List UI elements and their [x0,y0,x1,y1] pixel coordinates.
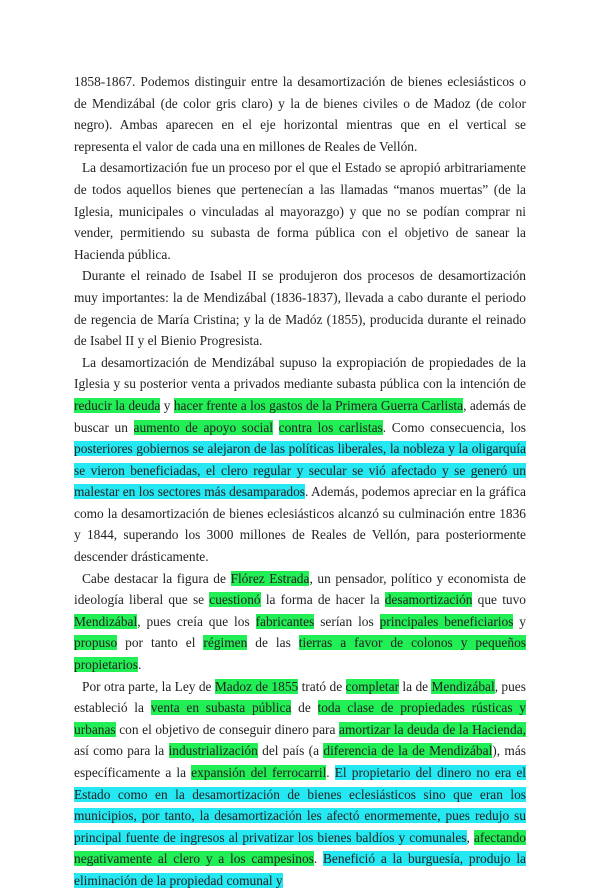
text-run: con el objetivo de conseguir dinero para [115,721,340,737]
highlighted-text: diferencia de la de Mendizábal [323,743,493,759]
highlighted-text: cuestionó [209,592,261,608]
text-run: la de [399,678,432,694]
highlighted-text: expansión del ferrocarril [191,765,327,780]
highlighted-text: fabricantes [255,613,315,629]
paragraph-desamortizacion-definition [74,157,526,265]
text-run: . [137,657,142,673]
highlighted-text: toda clase de propiedades rústicas y urbanas [74,700,526,737]
highlighted-text: reducir la deuda [74,397,161,413]
text-run: por tanto el [117,635,204,651]
text-run: Durante el reinado de Isabel II se produjeron dos procesos de desamortización muy importantes: la de Mendizábal (1836-1837), llevada a cabo durante el periodo de regencia de María Cristina; y la de Madóz (1855), producida durante el reinado de Isabel II y el Bienio Progresista. [74,268,526,349]
highlighted-text: afectando negativamente al clero y a los campesinos [74,829,526,867]
paragraph-madoz [74,676,526,892]
highlighted-text: Flórez Estrada [230,570,310,586]
paragraph-mendizabal [74,352,526,568]
highlighted-text: Benefició a la burguesía, produjo la eliminación de la propiedad comunal y [74,851,526,888]
text-run: , [466,829,474,845]
highlighted-text: El propietario del dinero no era el Estado como en la desamortización de bienes eclesiásticos sino que eran los municipios, por tanto, la desamortización les afectó enormemente, pues redujo su principal fuente de ingresos al privatizar los bienes baldíos y comunales [74,765,526,845]
document-page [74,71,526,892]
text-run: . Como consecuencia, los [382,419,526,435]
highlighted-text: Mendizábal [431,678,495,694]
highlighted-text: aumento de apoyo social [133,419,274,435]
highlighted-text: propuso [74,635,118,651]
text-run: 1858-1867. Podemos distinguir entre la desamortización de bienes eclesiásticos o de Mendizábal (de color gris claro) y la de bienes civiles o de Madoz (de color negro). Ambas aparecen en el eje horizontal mientras que en el vertical se representa el valor de cada una en millones de Reales de Vellón. [74,74,526,154]
text-run: , además de buscar un [74,397,527,435]
text-run: . [313,851,323,867]
highlighted-text: posteriores gobiernos se alejaron de las políticas liberales, la nobleza y la oligarquía se vieron beneficiadas, el clero regular y secular se vió afectado y se generó un malestar en los sectores más desamparados [74,441,526,500]
text-run: , pues estableció la [74,678,526,716]
highlighted-text: desamortización [384,592,473,608]
highlighted-text: contra los carlistas [278,419,383,435]
highlighted-text: tierras a favor de colonos y pequeños propietarios [74,635,526,673]
text-run: La desamortización fue un proceso por el que el Estado se apropió arbitrariamente de todos aquellos bienes que pertenecían a las llamadas “manos muertas” (de la Iglesia, municipales o vinculadas al mayorazgo) y que no se podían comprar ni vender, permitiendo su subasta de forma pública con el objetivo de sanear la Hacienda pública. [74,160,526,262]
text-run: la forma de hacer la [260,592,385,608]
text-run: ), más específicamente a la [74,743,526,780]
text-run: . [326,765,335,780]
highlighted-text: venta en subasta pública [150,700,292,716]
highlighted-text: principales beneficiarios [379,613,514,629]
highlighted-text: amortizar la deuda de la Hacienda, [339,721,526,737]
highlighted-text: completar [345,678,400,694]
text-run: La desamortización de Mendizábal supuso la expropiación de propiedades de la Iglesia y su posterior venta a privados mediante subasta pública con la intención de [74,354,526,392]
text-run: y [513,613,526,629]
text-run: . Además, podemos apreciar en la gráfica como la desamortización de bienes eclesiásticos alcanzó su culminación entre 1836 y 1844, superando los 3000 millones de Reales de Vellón, para posteriormente descender drásticamente. [74,484,526,565]
text-run: de [291,700,318,716]
paragraph-chart-description [74,71,526,157]
text-run: Por otra parte, la Ley de [82,678,215,694]
highlighted-text: Madoz de 1855 [214,678,299,694]
text-run: del país (a [257,743,324,759]
paragraph-isabel-ii-processes [74,265,526,351]
text-run: y [160,397,174,413]
text-run: así como para la [74,743,169,759]
text-run: de las [247,635,299,651]
text-run [273,420,279,435]
paragraph-florez-estrada [74,568,526,676]
highlighted-text: régimen [203,635,248,651]
highlighted-text: hacer frente a los gastos de la Primera Guerra Carlista [173,397,464,413]
text-run: que tuvo [472,592,526,608]
highlighted-text: Mendizábal [74,613,138,629]
text-run: Cabe destacar la figura de [82,570,231,586]
text-run: trató de [298,678,346,694]
text-run: serían los [314,613,380,629]
text-run: , un pensador, político y economista de ideología liberal que se [74,570,526,608]
text-run: , pues creía que los [137,613,256,629]
highlighted-text: industrialización [168,743,258,759]
